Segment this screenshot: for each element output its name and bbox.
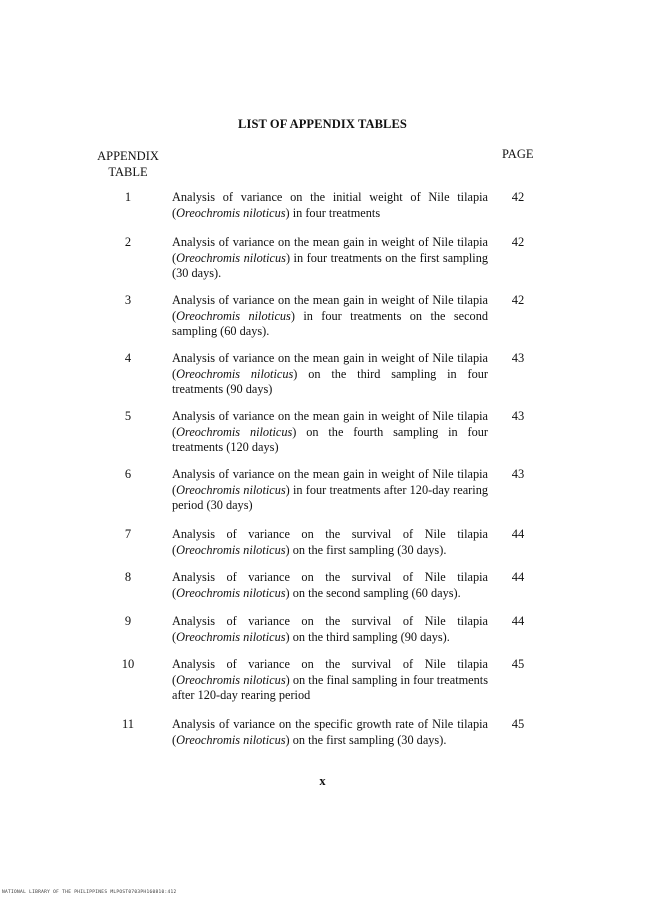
page-title: LIST OF APPENDIX TABLES <box>238 117 407 131</box>
entry-description: Analysis of variance on the mean gain in weight of Nile tilapia (Oreochromis niloticus) in four treatments on the first sampling (30 days). <box>172 235 488 280</box>
entry-number: 8 <box>124 570 132 584</box>
entry-description: Analysis of variance on the mean gain in weight of Nile tilapia (Oreochromis niloticus) in four treatments on the second sampling (60 days). <box>172 293 488 338</box>
appendix-table-column-header <box>93 148 163 180</box>
entry-page-number: 44 <box>511 570 525 584</box>
entry-number: 3 <box>124 293 132 307</box>
page-number-roman: x <box>319 774 326 788</box>
entry-number: 11 <box>121 717 135 731</box>
entry-number: 10 <box>121 657 135 671</box>
entry-page-number: 44 <box>511 527 525 541</box>
entry-page-number: 42 <box>511 235 525 249</box>
entry-description: Analysis of variance on the mean gain in weight of Nile tilapia (Oreochromis niloticus) in four treatments after 120-day rearing period (30 days) <box>172 467 488 512</box>
entry-description: Analysis of variance on the mean gain in weight of Nile tilapia (Oreochromis niloticus) on the fourth sampling in four treatments (120 days) <box>172 409 488 454</box>
entry-description: Analysis of variance on the survival of Nile tilapia (Oreochromis niloticus) on the second sampling (60 days). <box>172 570 488 600</box>
entry-number: 1 <box>124 190 132 204</box>
appendix-header-label: APPENDIX <box>97 149 159 163</box>
entry-page-number: 45 <box>511 657 525 671</box>
entry-description: Analysis of variance on the survival of Nile tilapia (Oreochromis niloticus) on the final sampling in four treatments after 120-day rearing period <box>172 657 488 702</box>
entry-page-number: 43 <box>511 467 525 481</box>
entry-description: Analysis of variance on the survival of Nile tilapia (Oreochromis niloticus) on the first sampling (30 days). <box>172 527 488 557</box>
entry-number: 6 <box>124 467 132 481</box>
entry-page-number: 45 <box>511 717 525 731</box>
entry-number: 9 <box>124 614 132 628</box>
entry-number: 2 <box>124 235 132 249</box>
library-stamp: NATIONAL LIBRARY OF THE PHILIPPINES MLPOST0703PH160810:412 <box>2 890 177 895</box>
entry-description: Analysis of variance on the mean gain in weight of Nile tilapia (Oreochromis niloticus) on the third sampling in four treatments (90 days) <box>172 351 488 396</box>
page-column-header: PAGE <box>502 147 534 161</box>
entry-description: Analysis of variance on the initial weight of Nile tilapia (Oreochromis niloticus) in four treatments <box>172 190 488 220</box>
entry-number: 7 <box>124 527 132 541</box>
entry-page-number: 43 <box>511 351 525 365</box>
entry-number: 5 <box>124 409 132 423</box>
entry-description: Analysis of variance on the survival of Nile tilapia (Oreochromis niloticus) on the third sampling (90 days). <box>172 614 488 644</box>
table-header-label: TABLE <box>108 165 148 179</box>
entry-page-number: 43 <box>511 409 525 423</box>
entry-page-number: 44 <box>511 614 525 628</box>
entry-number: 4 <box>124 351 132 365</box>
entry-description: Analysis of variance on the specific growth rate of Nile tilapia (Oreochromis niloticus) on the first sampling (30 days). <box>172 717 488 747</box>
entry-page-number: 42 <box>511 190 525 204</box>
entry-page-number: 42 <box>511 293 525 307</box>
